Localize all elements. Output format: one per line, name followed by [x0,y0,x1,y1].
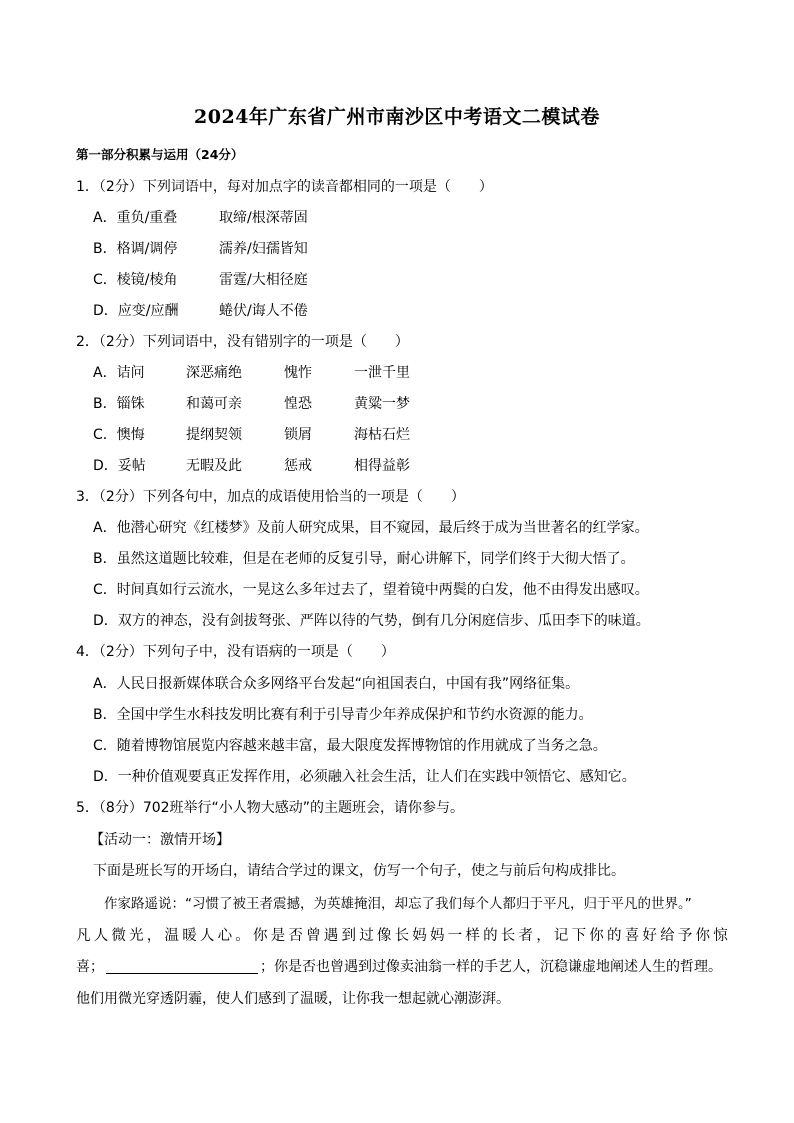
question-3-option-b: B．虽然这道题比较难，但是在老师的反复引导，耐心讲解下，同学们终于大彻大悟了。 [93,551,635,567]
passage-text: 喜； [76,959,104,975]
option-text: 取缔/根深蒂固 [219,210,308,226]
passage-line-2 [76,956,722,976]
option-label: C．棱镜/棱角 [93,272,178,288]
section-heading: 第一部分积累与运用（24分） [76,147,244,162]
question-1-option-d [93,300,308,320]
question-4-option-c: C．随着博物馆展览内容越来越丰富，最大限度发挥博物馆的作用就成了当务之急。 [93,738,607,754]
question-2-stem: 2．（2分）下列词语中，没有错别字的一项是（ ） [76,334,409,350]
passage-text: ；你是否也曾遇到过像卖油翁一样的手艺人，沉稳谦虚地阐述人生的哲理。 [260,959,722,975]
option-word: 锁屑 [284,427,312,443]
option-word: 深恶痛绝 [186,365,242,381]
option-word: 惩戒 [284,458,312,474]
question-3-stem: 3．（2分）下列各句中，加点的成语使用恰当的一项是（ ） [76,489,465,505]
option-label: D．应变/应酬 [93,303,179,319]
question-2-option-a [93,362,410,382]
option-label: D．妥帖 [93,458,146,474]
option-text: 雷霆/大相径庭 [219,272,308,288]
question-3-option-c: C．时间真如行云流水，一晃这么多年过去了，望着镜中两鬓的白发，他不由得发出感叹。 [93,582,649,598]
option-text: 濡养/妇孺皆知 [219,241,308,257]
activity-instruction: 下面是班长写的开场白，请结合学过的课文，仿写一个句子，使之与前后句构成排比。 [93,863,625,879]
question-4-stem: 4．（2分）下列句子中，没有语病的一项是（ ） [76,644,395,660]
question-1-option-a [93,207,308,227]
passage-line-1: 凡人微光，温暖人心。你是否曾遇到过像长妈妈一样的长者，记下你的喜好给予你惊 [76,928,731,944]
question-2-option-b [93,393,410,413]
author-quote: 作家路遥说：“习惯了被王者震撼，为英雄掩泪，却忘了我们每个人都归于平凡，归于平凡的世界。” [104,896,692,912]
question-2-option-d [93,455,410,475]
option-label: A．重负/重叠 [93,210,178,226]
question-3-option-a: A．他潜心研究《红楼梦》及前人研究成果，目不窥园，最后终于成为当世著名的红学家。 [93,520,649,536]
option-word: 和蔼可亲 [186,396,242,412]
question-4-option-b: B．全国中学生水科技发明比赛有利于引导青少年养成保护和节约水资源的能力。 [93,707,593,723]
question-1-option-b [93,238,308,258]
option-word: 无暇及此 [186,458,242,474]
answer-blank[interactable] [106,959,258,974]
option-label: A．诘问 [93,365,145,381]
option-word: 愧怍 [284,365,312,381]
page-title: 2024年广东省广州市南沙区中考语文二模试卷 [194,106,600,128]
option-word: 海枯石烂 [354,427,410,443]
option-word: 惶恐 [284,396,312,412]
option-label: B．格调/调停 [93,241,178,257]
option-word: 相得益彰 [354,458,410,474]
option-label: C．懊悔 [93,427,145,443]
question-4-option-d: D．一种价值观要真正发挥作用，必须融入社会生活，让人们在实践中领悟它、感知它。 [93,769,636,785]
question-1-stem: 1．（2分）下列词语中，每对加点字的读音都相同的一项是（ ） [76,179,493,195]
option-word: 提纲契领 [186,427,242,443]
question-4-option-a: A．人民日报新媒体联合众多网络平台发起“向祖国表白，中国有我”网络征集。 [93,676,580,692]
question-2-option-c [93,424,410,444]
option-label: B．锱铢 [93,396,145,412]
option-text: 蜷伏/诲人不倦 [219,303,308,319]
activity-heading: 【活动一：激情开场】 [90,832,230,848]
question-1-option-c [93,269,308,289]
question-5-stem: 5．（8分）702班举行“小人物大感动”的主题班会，请你参与。 [76,800,465,816]
question-3-option-d: D．双方的神态，没有剑拔弩张、严阵以待的气势，倒有几分闲庭信步、瓜田李下的味道。 [93,613,650,629]
option-word: 黄粱一梦 [354,396,410,412]
passage-line-3: 他们用微光穿透阴霾，使人们感到了温暖，让你我一想起就心潮澎湃。 [76,991,510,1007]
option-word: 一泄千里 [354,365,410,381]
